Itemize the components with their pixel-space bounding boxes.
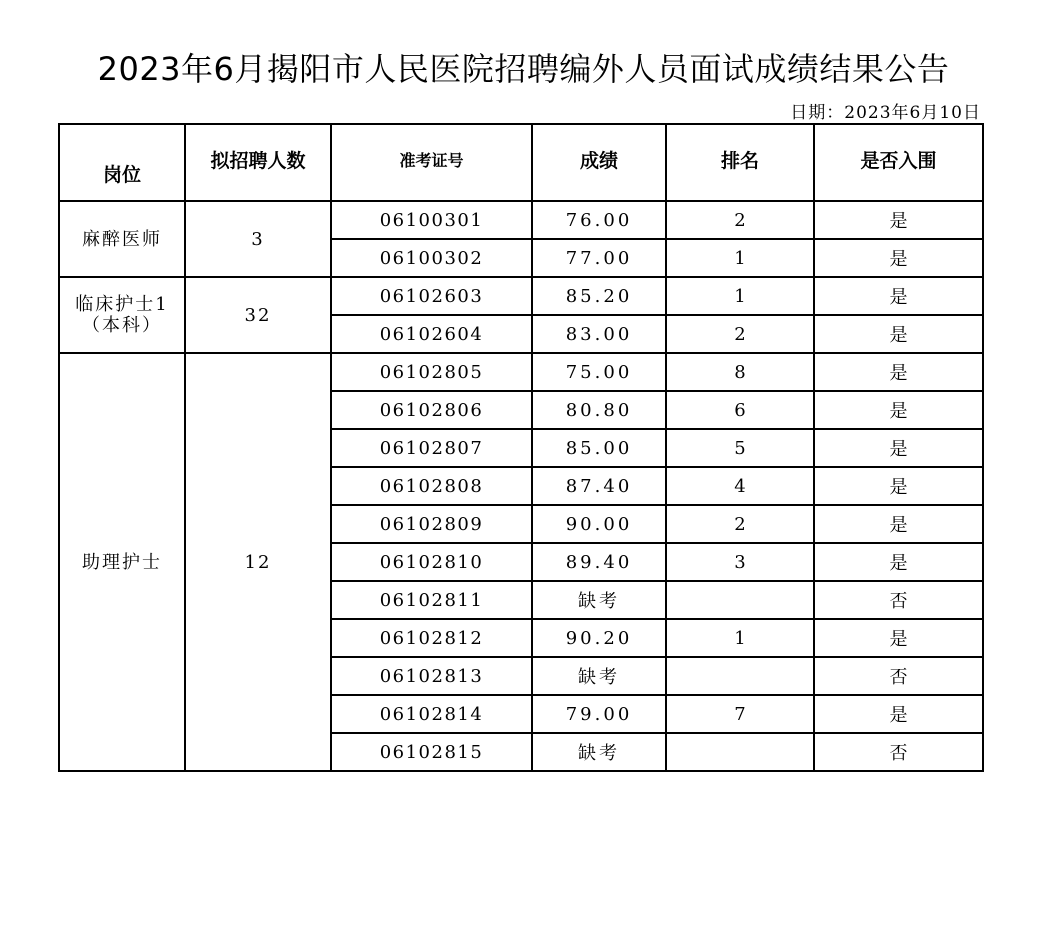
- score-cell: 76.00: [532, 201, 666, 239]
- exam-id-cell: 06102811: [331, 581, 532, 619]
- rank-cell: 7: [666, 695, 814, 733]
- score-cell: 85.20: [532, 277, 666, 315]
- shortlisted-cell: 是: [814, 429, 983, 467]
- table-row: [59, 353, 983, 391]
- shortlisted-cell: 是: [814, 353, 983, 391]
- score-cell: 85.00: [532, 429, 666, 467]
- exam-id-cell: 06102806: [331, 391, 532, 429]
- table-body: [59, 201, 983, 771]
- exam-id-cell: 06100301: [331, 201, 532, 239]
- score-cell: 90.00: [532, 505, 666, 543]
- shortlisted-cell: 是: [814, 239, 983, 277]
- exam-id-cell: 06102604: [331, 315, 532, 353]
- shortlisted-cell: 是: [814, 619, 983, 657]
- quota-cell: 12: [185, 353, 331, 771]
- quota-cell: 3: [185, 201, 331, 277]
- rank-cell: 1: [666, 239, 814, 277]
- results-table: [58, 123, 984, 772]
- shortlisted-cell: 否: [814, 733, 983, 771]
- score-cell: 89.40: [532, 543, 666, 581]
- shortlisted-cell: 否: [814, 581, 983, 619]
- score-cell: 80.80: [532, 391, 666, 429]
- rank-cell: [666, 657, 814, 695]
- rank-cell: 3: [666, 543, 814, 581]
- exam-id-cell: 06102808: [331, 467, 532, 505]
- position-cell: 临床护士1 （本科）: [59, 277, 185, 353]
- position-cell: 助理护士: [59, 353, 185, 771]
- table-header-row: [59, 124, 983, 201]
- exam-id-cell: 06102812: [331, 619, 532, 657]
- rank-cell: 2: [666, 315, 814, 353]
- exam-id-cell: 06102815: [331, 733, 532, 771]
- shortlisted-cell: 是: [814, 467, 983, 505]
- score-cell: 缺考: [532, 733, 666, 771]
- header-exam-id: 准考证号: [331, 124, 532, 201]
- rank-cell: 5: [666, 429, 814, 467]
- shortlisted-cell: 否: [814, 657, 983, 695]
- shortlisted-cell: 是: [814, 391, 983, 429]
- rank-cell: 1: [666, 619, 814, 657]
- shortlisted-cell: 是: [814, 505, 983, 543]
- score-cell: 缺考: [532, 581, 666, 619]
- score-cell: 77.00: [532, 239, 666, 277]
- rank-cell: 2: [666, 505, 814, 543]
- position-cell: 麻醉医师: [59, 201, 185, 277]
- page-title: 2023年6月揭阳市人民医院招聘编外人员面试成绩结果公告: [97, 50, 950, 88]
- rank-cell: [666, 733, 814, 771]
- quota-cell: 32: [185, 277, 331, 353]
- rank-cell: 4: [666, 467, 814, 505]
- exam-id-cell: 06102813: [331, 657, 532, 695]
- header-position: 岗位: [59, 124, 185, 201]
- score-cell: 79.00: [532, 695, 666, 733]
- shortlisted-cell: 是: [814, 277, 983, 315]
- rank-cell: [666, 581, 814, 619]
- shortlisted-cell: 是: [814, 695, 983, 733]
- rank-cell: 2: [666, 201, 814, 239]
- shortlisted-cell: 是: [814, 543, 983, 581]
- table-row: [59, 201, 983, 239]
- header-score: 成绩: [532, 124, 666, 201]
- rank-cell: 8: [666, 353, 814, 391]
- exam-id-cell: 06102807: [331, 429, 532, 467]
- exam-id-cell: 06102805: [331, 353, 532, 391]
- score-cell: 87.40: [532, 467, 666, 505]
- exam-id-cell: 06102814: [331, 695, 532, 733]
- header-rank: 排名: [666, 124, 814, 201]
- header-quota: 拟招聘人数: [185, 124, 331, 201]
- exam-id-cell: 06102809: [331, 505, 532, 543]
- shortlisted-cell: 是: [814, 315, 983, 353]
- score-cell: 缺考: [532, 657, 666, 695]
- exam-id-cell: 06102603: [331, 277, 532, 315]
- header-shortlisted: 是否入围: [814, 124, 983, 201]
- exam-id-cell: 06102810: [331, 543, 532, 581]
- announcement-date: 日期：2023年6月10日: [790, 103, 981, 123]
- shortlisted-cell: 是: [814, 201, 983, 239]
- exam-id-cell: 06100302: [331, 239, 532, 277]
- table-row: [59, 277, 983, 315]
- score-cell: 90.20: [532, 619, 666, 657]
- rank-cell: 1: [666, 277, 814, 315]
- score-cell: 75.00: [532, 353, 666, 391]
- rank-cell: 6: [666, 391, 814, 429]
- score-cell: 83.00: [532, 315, 666, 353]
